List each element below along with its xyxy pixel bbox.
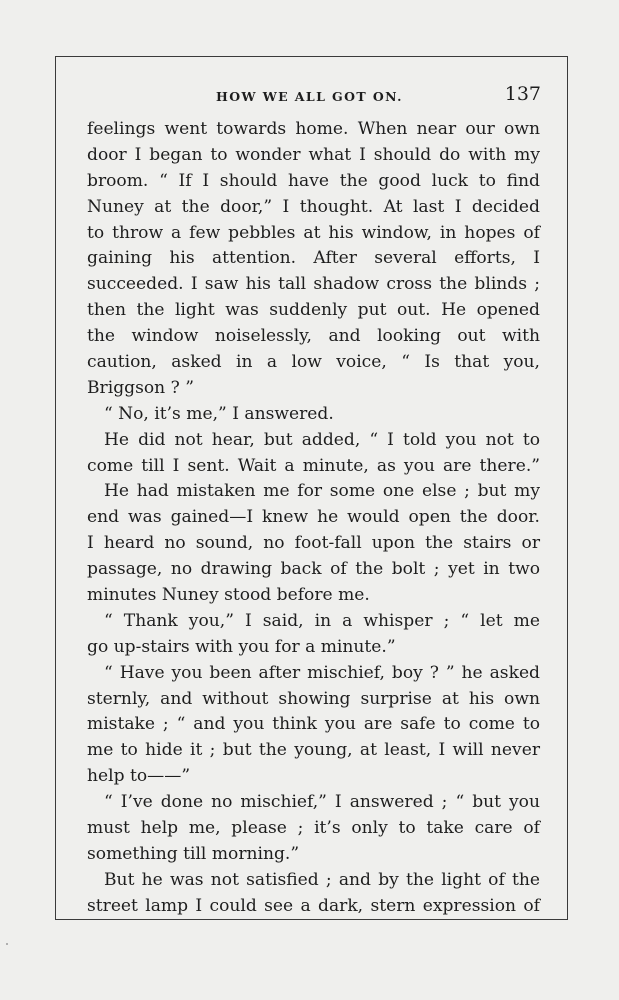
text-line: passage, no drawing back of the bolt ; yet in two: [87, 559, 540, 580]
text-line: to throw a few pebbles at his window, in hopes of: [87, 222, 540, 243]
text-line: end was gained—I knew he would open the door.: [87, 507, 540, 528]
text-line: door I began to wonder what I should do with my: [87, 144, 540, 165]
text-line: feelings went towards home. When near our own: [87, 119, 540, 139]
text-line: “ Have you been after mischief, boy ? ” he asked: [104, 662, 540, 683]
text-line: He had mistaken me for some one else ; but my: [104, 481, 540, 502]
text-line: Nuney at the door,” I thought. At last I decided: [87, 196, 540, 217]
text-line: broom. “ If I should have the good luck to find: [87, 170, 540, 191]
text-line: Briggson ? ”: [87, 377, 194, 398]
text-line: “ No, it’s me,” I answered.: [104, 403, 334, 424]
text-line: But he was not satisfied ; and by the light of the: [104, 869, 540, 890]
text-line: me to hide it ; but the young, at least, I will never: [87, 740, 540, 761]
page-number: 137: [504, 83, 541, 105]
text-line: I heard no sound, no foot-fall upon the stairs or: [87, 533, 540, 554]
paper-speck: [6, 943, 8, 945]
text-line: go up-stairs with you for a minute.”: [87, 636, 396, 657]
text-line: mistake ; “ and you think you are safe to come to: [87, 714, 540, 735]
text-line: “ I’ve done no mischief,” I answered ; “ but you: [104, 792, 540, 813]
text-line: must help me, please ; it’s only to take care of: [87, 818, 540, 839]
text-line: minutes Nuney stood before me.: [87, 585, 370, 606]
text-line: He did not hear, but added, “ I told you not to: [104, 429, 540, 450]
text-line: come till I sent. Wait a minute, as you are there.”: [87, 455, 540, 476]
text-line: the window noiselessly, and looking out with: [87, 326, 540, 347]
text-line: “ Thank you,” I said, in a whisper ; “ let me: [104, 610, 540, 631]
text-line: then the light was suddenly put out. He opened: [87, 300, 540, 321]
running-head-title: HOW WE ALL GOT ON.: [216, 89, 403, 104]
text-line: gaining his attention. After several efforts, I: [87, 248, 540, 269]
text-line: street lamp I could see a dark, stern expression of: [87, 895, 540, 916]
text-line: help to——”: [87, 766, 191, 787]
text-line: sternly, and without showing surprise at his own: [87, 688, 540, 709]
text-line: caution, asked in a low voice, “ Is that you,: [87, 352, 540, 373]
running-head: [55, 80, 568, 108]
body-text: [87, 117, 540, 920]
text-line: something till morning.”: [87, 843, 300, 864]
text-line: succeeded. I saw his tall shadow cross the blinds ;: [87, 274, 540, 295]
